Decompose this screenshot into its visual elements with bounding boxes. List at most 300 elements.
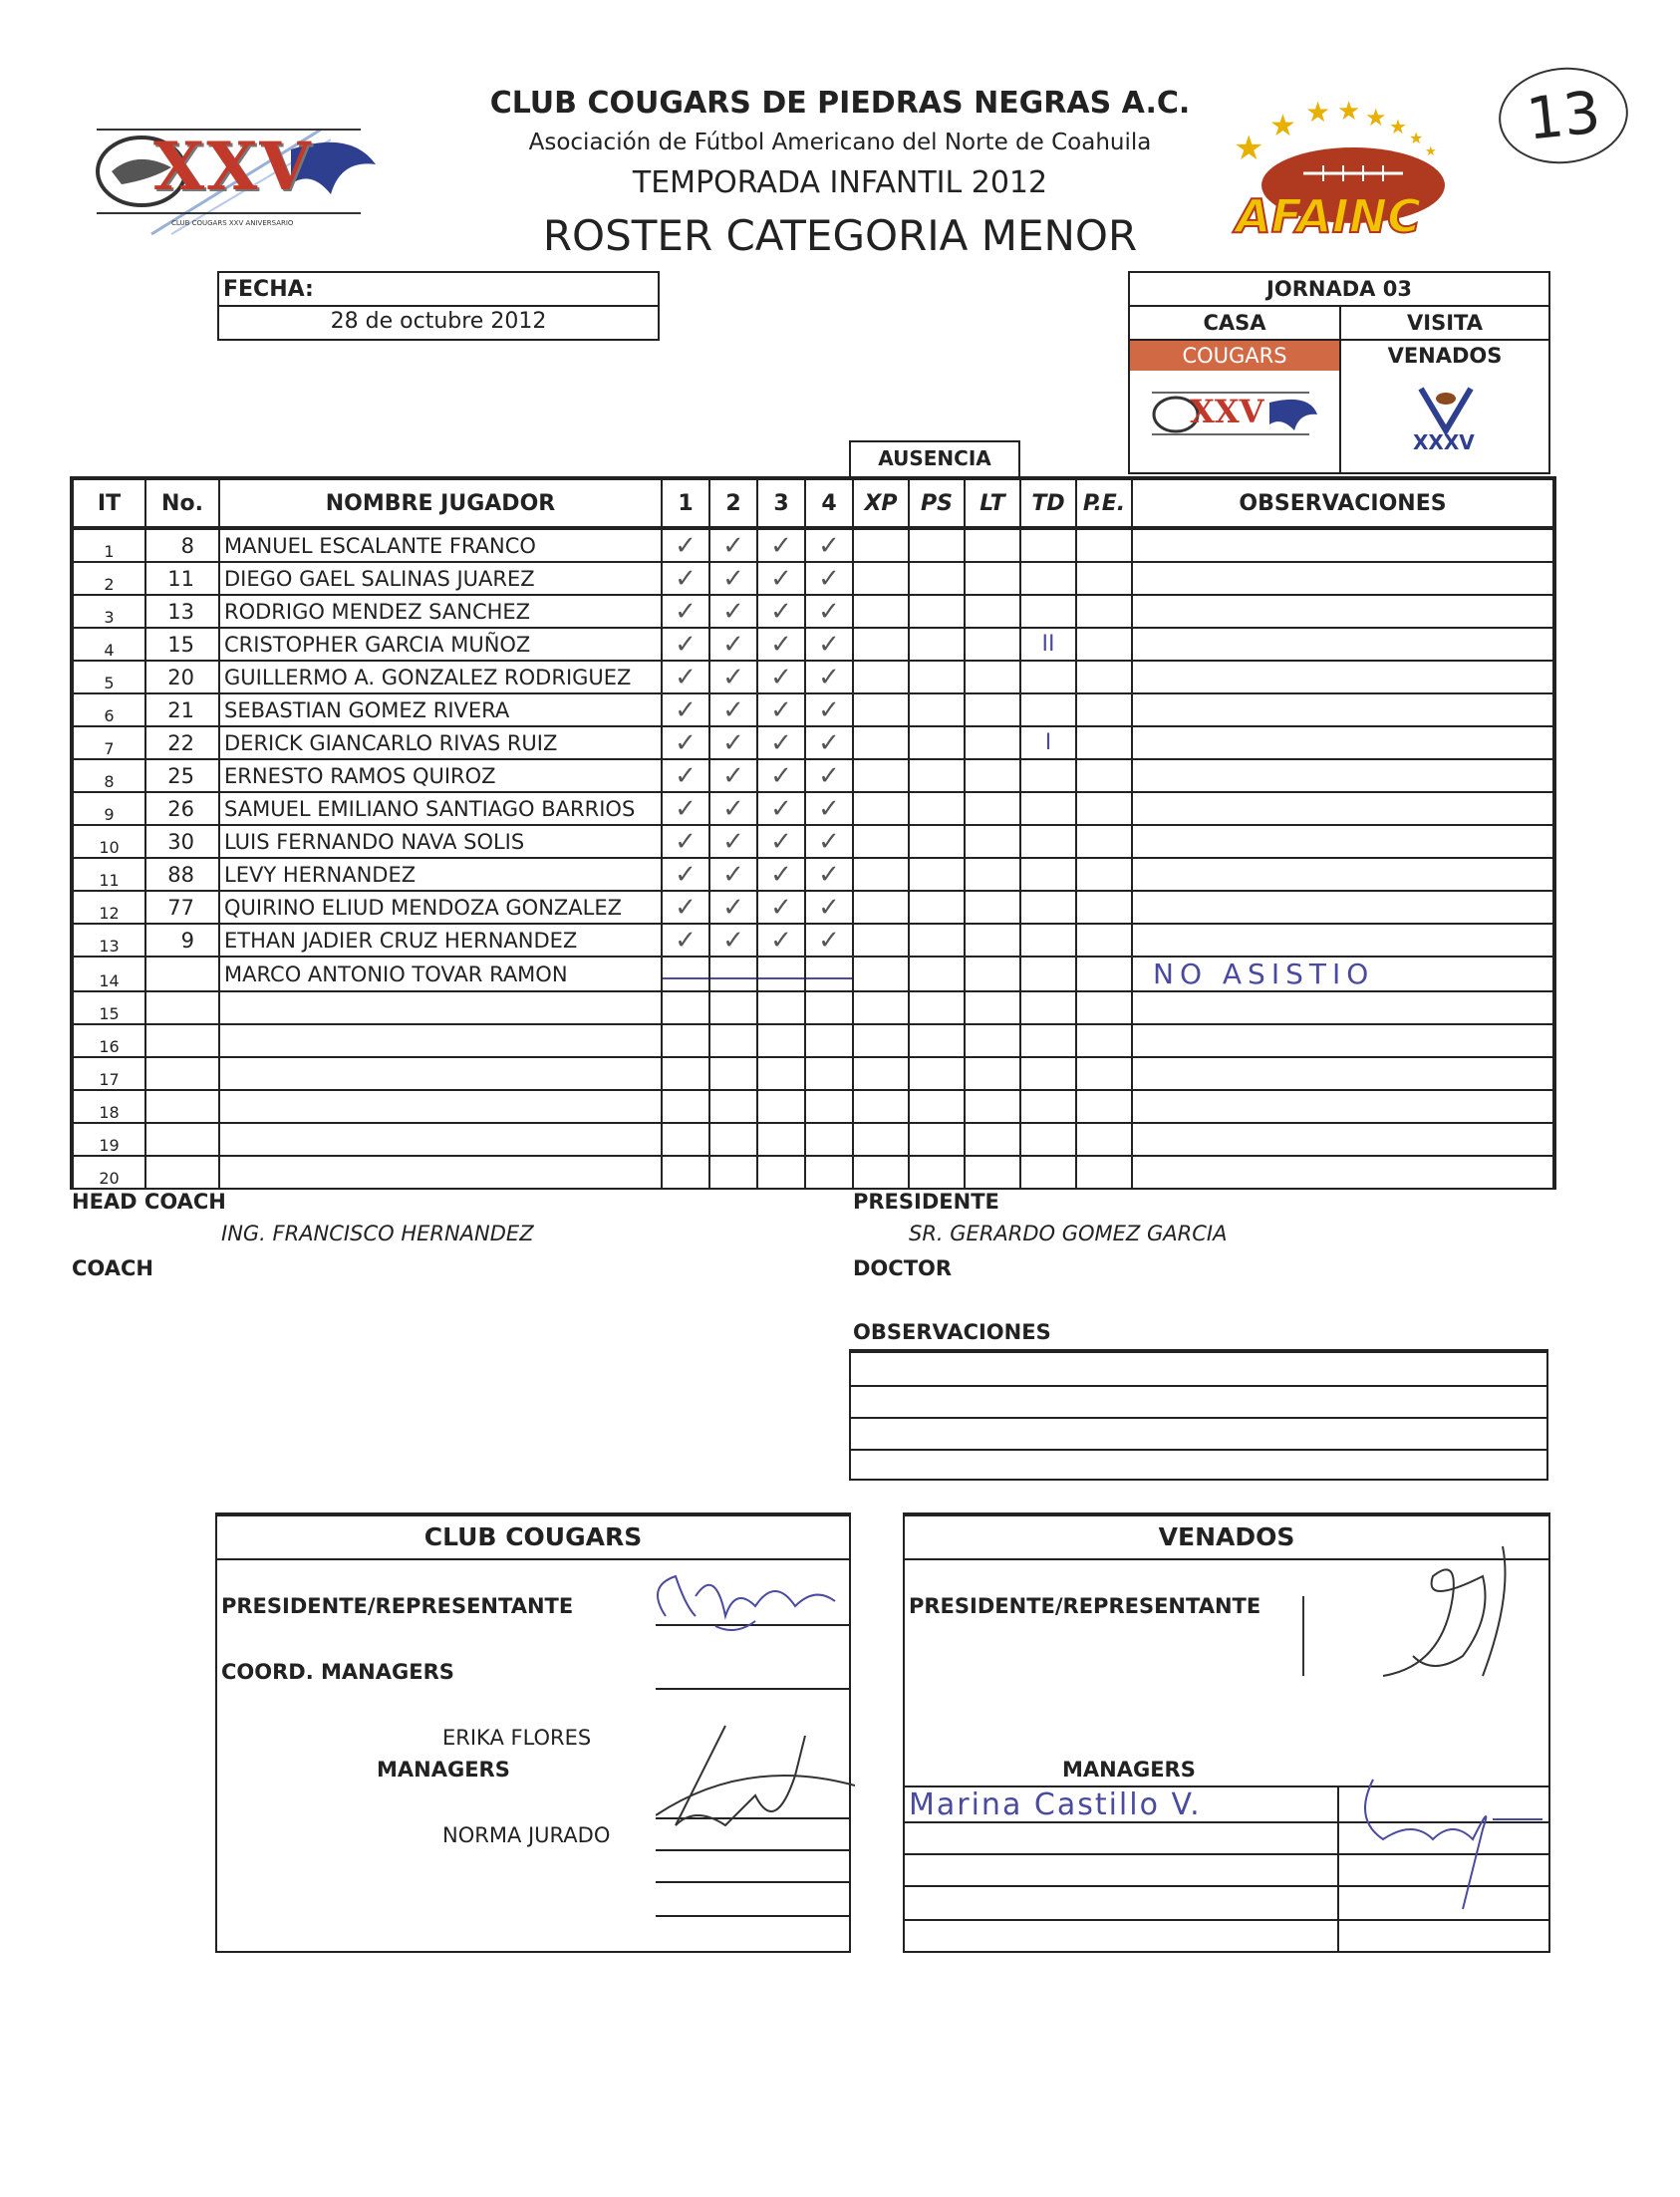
season-title: TEMPORADA INFANTIL 2012 [632,165,1048,200]
row-xp[interactable] [853,759,909,792]
table-row [72,661,1554,693]
row-observaciones[interactable] [1132,891,1554,924]
row-ps[interactable] [909,858,965,891]
table-row [72,595,1554,628]
row-pe[interactable] [1076,1090,1132,1123]
col-q3: 3 [757,478,805,528]
row-lt[interactable] [965,891,1020,924]
row-number[interactable] [145,1024,219,1057]
row-quarter-2-check[interactable]: ✓ [709,858,757,891]
row-xp[interactable] [853,628,909,661]
row-it: 20 [72,1156,145,1189]
row-quarter-2-check[interactable] [709,1090,757,1123]
row-quarter-1-check[interactable] [662,1024,709,1057]
row-xp[interactable] [853,1156,909,1189]
row-quarter-1-check[interactable]: ✓ [662,891,709,924]
home-signature-block [215,1512,851,1953]
row-observaciones[interactable] [1132,1057,1554,1090]
row-quarter-2-check[interactable] [709,1156,757,1189]
row-player-name[interactable]: RODRIGO MENDEZ SANCHEZ [219,595,662,628]
row-ps[interactable] [909,528,965,562]
row-observaciones[interactable] [1132,759,1554,792]
row-ps[interactable] [909,1156,965,1189]
row-player-name[interactable]: DERICK GIANCARLO RIVAS RUIZ [219,726,662,759]
row-lt[interactable] [965,924,1020,957]
row-quarter-2-check[interactable]: ✓ [709,825,757,858]
row-number[interactable] [145,1090,219,1123]
row-td[interactable]: II [1020,628,1076,661]
row-pe[interactable] [1076,628,1132,661]
visita-logo-text: XXXV [1413,430,1475,454]
row-player-name[interactable]: LEVY HERNANDEZ [219,858,662,891]
row-quarter-1-check[interactable]: ✓ [662,825,709,858]
row-quarter-3-check[interactable]: ✓ [757,562,805,595]
row-player-name[interactable] [219,991,662,1024]
row-player-name[interactable] [219,1057,662,1090]
row-pe[interactable] [1076,924,1132,957]
svg-text:★: ★ [1337,98,1361,127]
row-td[interactable] [1020,693,1076,726]
row-lt[interactable] [965,759,1020,792]
row-quarter-2-check[interactable]: ✓ [709,726,757,759]
row-quarter-3-check[interactable] [757,1024,805,1057]
row-pe[interactable] [1076,528,1132,562]
row-number[interactable]: 8 [145,528,219,562]
row-it: 4 [72,628,145,661]
row-quarter-3-check[interactable] [757,1156,805,1189]
row-it: 2 [72,562,145,595]
row-ps[interactable] [909,562,965,595]
row-ps[interactable] [909,595,965,628]
row-xp[interactable] [853,957,909,991]
svg-text:★: ★ [1234,129,1264,168]
row-pe[interactable] [1076,1156,1132,1189]
row-ps[interactable] [909,628,965,661]
row-lt[interactable] [965,957,1020,991]
row-pe[interactable] [1076,1123,1132,1156]
row-quarter-4-check[interactable] [805,1057,853,1090]
col-ps: PS [909,478,965,528]
row-quarter-2-check[interactable]: ✓ [709,562,757,595]
row-xp[interactable] [853,595,909,628]
row-xp[interactable] [853,991,909,1024]
row-lt[interactable] [965,528,1020,562]
row-quarter-1-check[interactable] [662,1057,709,1090]
svg-text:★: ★ [1389,115,1407,138]
row-observaciones[interactable] [1132,628,1554,661]
row-quarter-4-check[interactable]: ✓ [805,726,853,759]
row-observaciones[interactable] [1132,1024,1554,1057]
row-td[interactable] [1020,595,1076,628]
row-pe[interactable] [1076,825,1132,858]
row-number[interactable]: 15 [145,628,219,661]
row-quarter-2-check[interactable]: ✓ [709,759,757,792]
row-observaciones[interactable] [1132,1090,1554,1123]
away-manager-signature [1343,1760,1542,1939]
row-it: 6 [72,693,145,726]
jornada-label: JORNADA 03 [1266,277,1412,301]
page-number: 13 [1523,78,1604,153]
row-observaciones[interactable] [1132,991,1554,1024]
row-ps[interactable] [909,957,965,991]
row-quarter-4-check[interactable]: ✓ [805,595,853,628]
row-quarter-3-check[interactable]: ✓ [757,726,805,759]
row-quarter-4-check[interactable] [805,1024,853,1057]
row-quarter-1-check[interactable]: ✓ [662,628,709,661]
row-it: 10 [72,825,145,858]
row-xp[interactable] [853,693,909,726]
row-lt[interactable] [965,1123,1020,1156]
row-pe[interactable] [1076,726,1132,759]
svg-text:★: ★ [1409,129,1424,147]
row-it: 7 [72,726,145,759]
row-quarter-4-check[interactable]: ✓ [805,562,853,595]
row-player-name[interactable]: LUIS FERNANDO NAVA SOLIS [219,825,662,858]
col-xp: XP [853,478,909,528]
table-row [72,1090,1554,1123]
home-manager1: ERIKA FLORES [442,1726,592,1750]
row-quarter-4-check[interactable] [805,1156,853,1189]
row-observaciones[interactable] [1132,562,1554,595]
row-quarter-2-check[interactable] [709,991,757,1024]
row-td[interactable] [1020,858,1076,891]
row-observaciones[interactable] [1132,693,1554,726]
row-lt[interactable] [965,628,1020,661]
row-number[interactable]: 22 [145,726,219,759]
table-row [72,825,1554,858]
cougars-logo-text: XXV [153,128,313,205]
row-lt[interactable] [965,661,1020,693]
row-td[interactable] [1020,792,1076,825]
row-quarter-1-check[interactable]: ✓ [662,562,709,595]
strike-line [663,977,708,979]
row-ps[interactable] [909,1123,965,1156]
row-quarter-1-check[interactable] [662,1156,709,1189]
row-pe[interactable] [1076,1057,1132,1090]
row-quarter-2-check[interactable] [709,957,757,991]
presidente-label: PRESIDENTE [853,1190,999,1214]
row-quarter-2-check[interactable]: ✓ [709,628,757,661]
row-xp[interactable] [853,1024,909,1057]
row-xp[interactable] [853,528,909,562]
row-number[interactable] [145,1123,219,1156]
row-quarter-4-check[interactable] [805,1123,853,1156]
row-number[interactable] [145,957,219,991]
row-td[interactable] [1020,759,1076,792]
row-player-name[interactable] [219,1024,662,1057]
row-ps[interactable] [909,661,965,693]
row-quarter-1-check[interactable] [662,1123,709,1156]
row-quarter-3-check[interactable] [757,1057,805,1090]
afainc-logo-text: AFAINC [1236,189,1422,243]
row-ps[interactable] [909,792,965,825]
row-number[interactable]: 26 [145,792,219,825]
row-quarter-4-check[interactable]: ✓ [805,792,853,825]
home-presidente-signature [636,1546,855,1646]
row-player-name[interactable]: SEBASTIAN GOMEZ RIVERA [219,693,662,726]
row-player-name[interactable]: CRISTOPHER GARCIA MUÑOZ [219,628,662,661]
row-number[interactable]: 11 [145,562,219,595]
row-td[interactable] [1020,991,1076,1024]
row-number[interactable]: 20 [145,661,219,693]
row-lt[interactable] [965,1057,1020,1090]
row-quarter-3-check[interactable]: ✓ [757,595,805,628]
row-xp[interactable] [853,792,909,825]
row-observaciones[interactable] [1132,726,1554,759]
row-number[interactable]: 25 [145,759,219,792]
row-lt[interactable] [965,858,1020,891]
row-quarter-3-check[interactable]: ✓ [757,891,805,924]
row-player-name[interactable]: MARCO ANTONIO TOVAR RAMON [219,957,662,991]
away-managers-label: MANAGERS [1062,1758,1196,1782]
row-quarter-3-check[interactable] [757,1090,805,1123]
row-ps[interactable] [909,825,965,858]
row-pe[interactable] [1076,661,1132,693]
row-quarter-3-check[interactable]: ✓ [757,825,805,858]
row-td[interactable] [1020,528,1076,562]
row-quarter-3-check[interactable]: ✓ [757,759,805,792]
row-quarter-2-check[interactable]: ✓ [709,891,757,924]
row-number[interactable] [145,991,219,1024]
row-observaciones[interactable] [1132,924,1554,957]
row-xp[interactable] [853,1123,909,1156]
row-xp[interactable] [853,1090,909,1123]
row-ps[interactable] [909,924,965,957]
row-quarter-3-check[interactable]: ✓ [757,661,805,693]
col-q2: 2 [709,478,757,528]
row-quarter-1-check[interactable] [662,991,709,1024]
row-pe[interactable] [1076,792,1132,825]
row-observaciones[interactable] [1132,1123,1554,1156]
row-quarter-4-check[interactable]: ✓ [805,693,853,726]
row-quarter-2-check[interactable]: ✓ [709,595,757,628]
row-player-name[interactable]: QUIRINO ELIUD MENDOZA GONZALEZ [219,891,662,924]
row-it: 15 [72,991,145,1024]
row-quarter-3-check[interactable]: ✓ [757,528,805,562]
row-td[interactable] [1020,1057,1076,1090]
row-number[interactable]: 77 [145,891,219,924]
fecha-label: FECHA: [223,277,314,302]
row-quarter-2-check[interactable]: ✓ [709,528,757,562]
row-it: 11 [72,858,145,891]
row-lt[interactable] [965,726,1020,759]
row-quarter-3-check[interactable]: ✓ [757,924,805,957]
casa-logo [1150,385,1319,444]
row-xp[interactable] [853,924,909,957]
row-ps[interactable] [909,1057,965,1090]
row-quarter-4-check[interactable] [805,991,853,1024]
row-pe[interactable] [1076,991,1132,1024]
row-quarter-1-check[interactable]: ✓ [662,595,709,628]
row-number[interactable]: 88 [145,858,219,891]
row-observaciones[interactable] [1132,792,1554,825]
casa-team: COUGARS [1130,341,1339,371]
row-quarter-4-check[interactable]: ✓ [805,661,853,693]
row-quarter-3-check[interactable]: ✓ [757,792,805,825]
row-xp[interactable] [853,562,909,595]
coach-label: COACH [72,1256,153,1280]
row-quarter-1-check[interactable] [662,1090,709,1123]
row-observaciones[interactable] [1132,825,1554,858]
row-lt[interactable] [965,595,1020,628]
row-observaciones[interactable] [1132,661,1554,693]
row-ps[interactable] [909,1024,965,1057]
table-row [72,628,1554,661]
row-player-name[interactable]: SAMUEL EMILIANO SANTIAGO BARRIOS [219,792,662,825]
row-td[interactable] [1020,1123,1076,1156]
row-lt[interactable] [965,1024,1020,1057]
row-quarter-1-check[interactable]: ✓ [662,792,709,825]
away-signature-block [903,1512,1550,1953]
row-xp[interactable] [853,726,909,759]
fecha-value[interactable]: 28 de octubre 2012 [330,309,547,334]
row-xp[interactable] [853,1057,909,1090]
row-pe[interactable] [1076,562,1132,595]
table-row [72,991,1554,1024]
svg-text:★: ★ [1269,109,1296,143]
row-td[interactable] [1020,957,1076,991]
row-quarter-4-check[interactable]: ✓ [805,858,853,891]
row-quarter-3-check[interactable] [757,957,805,991]
row-quarter-3-check[interactable] [757,991,805,1024]
row-quarter-1-check[interactable]: ✓ [662,661,709,693]
row-quarter-1-check[interactable]: ✓ [662,759,709,792]
row-quarter-2-check[interactable] [709,1057,757,1090]
home-managers-label: MANAGERS [377,1758,510,1782]
row-pe[interactable] [1076,957,1132,991]
row-observaciones[interactable] [1132,595,1554,628]
row-player-name[interactable]: ETHAN JADIER CRUZ HERNANDEZ [219,924,662,957]
row-ps[interactable] [909,891,965,924]
row-player-name[interactable] [219,1123,662,1156]
row-quarter-3-check[interactable] [757,1123,805,1156]
row-quarter-4-check[interactable]: ✓ [805,628,853,661]
row-td[interactable] [1020,891,1076,924]
observaciones-box[interactable] [849,1349,1548,1481]
row-quarter-3-check[interactable]: ✓ [757,858,805,891]
row-td[interactable] [1020,924,1076,957]
home-block-title: CLUB COUGARS [423,1522,643,1551]
row-ps[interactable] [909,759,965,792]
row-quarter-1-check[interactable]: ✓ [662,726,709,759]
row-quarter-4-check[interactable]: ✓ [805,759,853,792]
row-quarter-2-check[interactable]: ✓ [709,792,757,825]
row-pe[interactable] [1076,1024,1132,1057]
row-quarter-4-check[interactable]: ✓ [805,924,853,957]
row-number[interactable] [145,1057,219,1090]
row-ps[interactable] [909,991,965,1024]
row-pe[interactable] [1076,595,1132,628]
table-row [72,957,1554,991]
row-lt[interactable] [965,693,1020,726]
row-quarter-4-check[interactable] [805,957,853,991]
row-observaciones[interactable] [1132,528,1554,562]
table-row [72,858,1554,891]
col-nombre: NOMBRE JUGADOR [219,478,662,528]
row-quarter-4-check[interactable]: ✓ [805,528,853,562]
row-quarter-2-check[interactable] [709,1024,757,1057]
row-lt[interactable] [965,562,1020,595]
row-td[interactable] [1020,1090,1076,1123]
row-td[interactable] [1020,562,1076,595]
row-observaciones[interactable] [1132,858,1554,891]
col-observaciones: OBSERVACIONES [1132,478,1554,528]
association-title: Asociación de Fútbol Americano del Norte de Coahuila [528,130,1152,155]
row-xp[interactable] [853,825,909,858]
col-pe: P.E. [1076,478,1132,528]
row-xp[interactable] [853,858,909,891]
row-player-name[interactable]: MANUEL ESCALANTE FRANCO [219,528,662,562]
row-number[interactable] [145,1156,219,1189]
row-it: 13 [72,924,145,957]
row-player-name[interactable]: ERNESTO RAMOS QUIROZ [219,759,662,792]
row-number[interactable]: 21 [145,693,219,726]
row-quarter-2-check[interactable]: ✓ [709,924,757,957]
row-pe[interactable] [1076,693,1132,726]
row-quarter-3-check[interactable]: ✓ [757,628,805,661]
cougars-logo [92,110,381,239]
row-player-name[interactable]: GUILLERMO A. GONZALEZ RODRIGUEZ [219,661,662,693]
row-ps[interactable] [909,726,965,759]
row-number[interactable]: 13 [145,595,219,628]
row-quarter-1-check[interactable]: ✓ [662,924,709,957]
row-quarter-4-check[interactable]: ✓ [805,825,853,858]
row-lt[interactable] [965,792,1020,825]
row-lt[interactable] [965,1090,1020,1123]
table-row [72,1123,1554,1156]
row-td[interactable]: I [1020,726,1076,759]
row-player-name[interactable] [219,1090,662,1123]
row-quarter-1-check[interactable]: ✓ [662,858,709,891]
row-quarter-1-check[interactable]: ✓ [662,693,709,726]
strike-line [758,977,804,979]
row-quarter-2-check[interactable]: ✓ [709,693,757,726]
row-quarter-4-check[interactable] [805,1090,853,1123]
row-td[interactable] [1020,1024,1076,1057]
row-xp[interactable] [853,661,909,693]
row-lt[interactable] [965,825,1020,858]
row-pe[interactable] [1076,891,1132,924]
row-quarter-3-check[interactable]: ✓ [757,693,805,726]
row-it: 16 [72,1024,145,1057]
row-td[interactable] [1020,661,1076,693]
row-lt[interactable] [965,991,1020,1024]
row-quarter-2-check[interactable]: ✓ [709,661,757,693]
row-player-name[interactable] [219,1156,662,1189]
col-q4: 4 [805,478,853,528]
row-quarter-2-check[interactable] [709,1123,757,1156]
row-player-name[interactable]: DIEGO GAEL SALINAS JUAREZ [219,562,662,595]
row-xp[interactable] [853,891,909,924]
row-pe[interactable] [1076,759,1132,792]
row-quarter-1-check[interactable]: ✓ [662,528,709,562]
row-number[interactable]: 30 [145,825,219,858]
row-it: 8 [72,759,145,792]
row-td[interactable] [1020,825,1076,858]
row-ps[interactable] [909,693,965,726]
row-quarter-1-check[interactable] [662,957,709,991]
row-observaciones[interactable] [1132,1156,1554,1189]
row-lt[interactable] [965,1156,1020,1189]
row-td[interactable] [1020,1156,1076,1189]
row-observaciones[interactable]: NO ASISTIO [1132,957,1554,991]
presidente-name: SR. GERARDO GOMEZ GARCIA [909,1222,1228,1245]
cougars-logo-caption: CLUB COUGARS XXV ANIVERSARIO [171,219,294,227]
row-ps[interactable] [909,1090,965,1123]
row-pe[interactable] [1076,858,1132,891]
row-number[interactable]: 9 [145,924,219,957]
row-quarter-4-check[interactable]: ✓ [805,891,853,924]
